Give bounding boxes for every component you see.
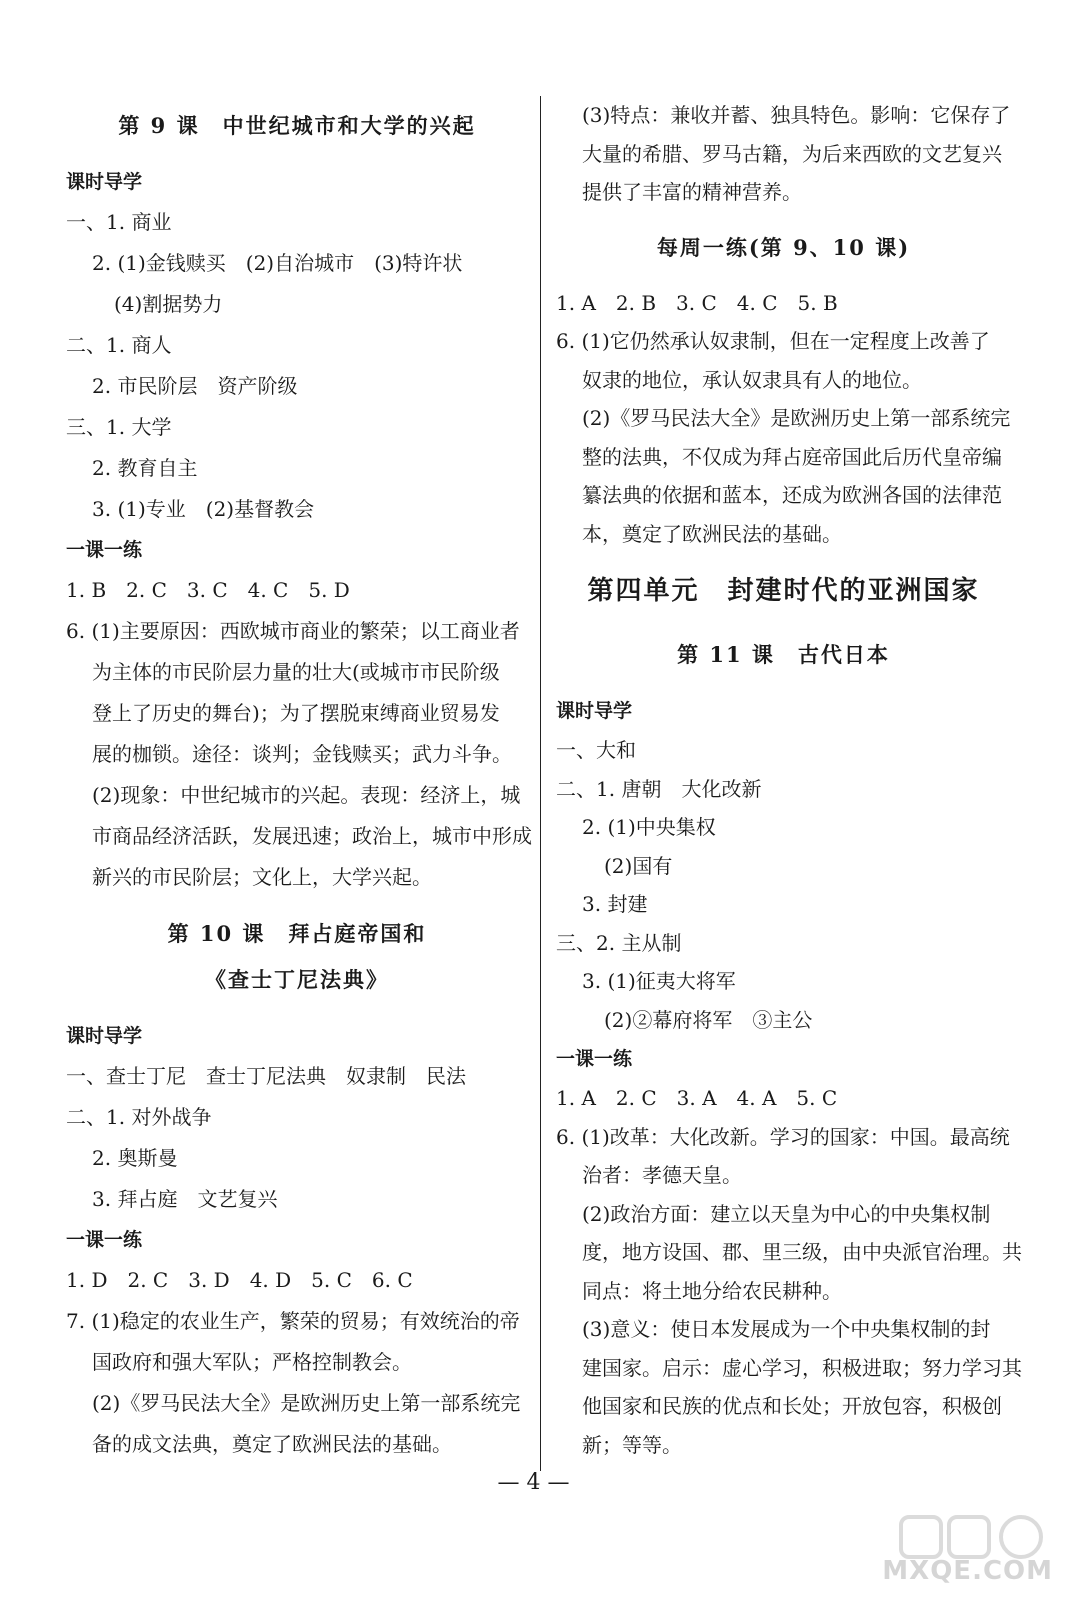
answer-line: 6. (1)它仍然承认奴隶制，但在一定程度上改善了 <box>556 329 990 353</box>
answer-line: (2)《罗马民法大全》是欧洲历史上第一部系统完 <box>582 406 1011 430</box>
answer-line: 1. B 2. C 3. C 4. C 5. D <box>66 578 350 602</box>
answer-line: 一、大和 <box>556 738 636 762</box>
answer-line: 三、1. 大学 <box>66 415 172 439</box>
answer-line: 整的法典，不仅成为拜占庭帝国此后历代皇帝编 <box>582 444 1002 469</box>
lesson-10-guide-heading: 课时导学 <box>66 1025 143 1047</box>
answer-line: 2. 奥斯曼 <box>92 1146 178 1170</box>
answer-line: 度，地方设国、郡、里三级，由中央派官治理。共 <box>582 1240 1022 1264</box>
answer-line: 展的枷锁。途径：谈判；金钱赎买；武力斗争。 <box>92 742 512 766</box>
answer-line: 一、查士丁尼 查士丁尼法典 奴隶制 民法 <box>66 1064 466 1088</box>
weekly-practice-title: 每周一练(第 9、10 课) <box>656 234 911 260</box>
answer-line: (2)国有 <box>604 853 673 878</box>
answer-line: 3. 拜占庭 文艺复兴 <box>92 1187 278 1211</box>
answer-line: 1. D 2. C 3. D 4. D 5. C 6. C <box>66 1268 413 1292</box>
answer-line: 备的成文法典，奠定了欧洲民法的基础。 <box>92 1432 452 1456</box>
answer-line: 大量的希腊、罗马古籍，为后来西欧的文艺复兴 <box>582 141 1002 166</box>
answer-line: 治者：孝德天皇。 <box>582 1163 742 1187</box>
answer-line: 2. 市民阶层 资产阶级 <box>92 374 298 398</box>
answer-line: 本，奠定了欧洲民法的基础。 <box>582 521 842 546</box>
answer-line: 1. A 2. B 3. C 4. C 5. B <box>556 290 838 315</box>
answer-line: 一、1. 商业 <box>66 210 172 234</box>
lesson-9-guide-heading: 课时导学 <box>66 171 143 193</box>
right-column <box>556 96 1022 1464</box>
answer-line: 新兴的市民阶层；文化上，大学兴起。 <box>92 865 432 889</box>
answer-line: 二、1. 对外战争 <box>66 1105 212 1129</box>
answer-line: 三、2. 主从制 <box>556 930 682 955</box>
lesson-11-title: 第 11 课 古代日本 <box>677 642 890 667</box>
answer-line: 3. (1)专业 (2)基督教会 <box>92 497 315 521</box>
answer-line: 二、1. 唐朝 大化改新 <box>556 776 762 801</box>
lesson-10-practice-heading: 一课一练 <box>66 1229 143 1251</box>
answer-line: (2)②幕府将军 ③主公 <box>604 1007 813 1032</box>
answer-line: 2. 教育自主 <box>92 456 198 480</box>
answer-line: 纂法典的依据和蓝本，还成为欧洲各国的法律范 <box>582 483 1002 507</box>
answer-line: 同点：将土地分给农民耕种。 <box>582 1278 842 1303</box>
answer-line: (3)特点：兼收并蓄、独具特色。影响：它保存了 <box>582 103 1011 127</box>
answer-line: (4)割据势力 <box>114 292 223 316</box>
answer-line: 新；等等。 <box>582 1432 682 1457</box>
watermark-text: MXQE.COM <box>882 1556 1053 1586</box>
unit-4-title: 第四单元 封建时代的亚洲国家 <box>587 576 980 606</box>
answer-line: (2)政治方面：建立以天皇为中心的中央集权制 <box>582 1201 991 1226</box>
lesson-10-title-cont: 《查士丁尼法典》 <box>205 967 389 992</box>
lesson-11-guide-heading: 课时导学 <box>556 700 633 722</box>
answer-line: 6. (1)主要原因：西欧城市商业的繁荣；以工商业者 <box>66 619 520 643</box>
answer-line: 为主体的市民阶层力量的壮大(或城市市民阶级 <box>92 660 500 684</box>
lesson-9-title: 第 9 课 中世纪城市和大学的兴起 <box>118 113 476 138</box>
answer-line: 二、1. 商人 <box>66 333 172 357</box>
answer-line: (3)意义：使日本发展成为一个中央集权制的封 <box>582 1317 991 1341</box>
answer-line: 3. (1)征夷大将军 <box>582 969 736 993</box>
answer-line: 登上了历史的舞台)；为了摆脱束缚商业贸易发 <box>92 701 500 725</box>
column-divider <box>540 96 541 1471</box>
answer-line: (2)现象：中世纪城市的兴起。表现：经济上，城 <box>92 783 521 807</box>
left-column <box>66 96 532 1465</box>
lesson-9-practice-heading: 一课一练 <box>66 539 143 561</box>
answer-line: 7. (1)稳定的农业生产，繁荣的贸易；有效统治的帝 <box>66 1309 520 1333</box>
answer-line: (2)《罗马民法大全》是欧洲历史上第一部系统完 <box>92 1391 521 1415</box>
page-number: — 4 — <box>497 1470 570 1495</box>
answer-line: 国政府和强大军队；严格控制教会。 <box>92 1350 412 1374</box>
watermark-icon <box>899 1513 1049 1561</box>
answer-line: 他国家和民族的优点和长处；开放包容，积极创 <box>582 1394 1002 1418</box>
watermark-logo <box>879 1513 1059 1588</box>
answer-line: 2. (1)金钱赎买 (2)自治城市 (3)特许状 <box>92 251 463 275</box>
answer-line: 提供了丰富的精神营养。 <box>582 180 802 204</box>
answer-line: 奴隶的地位，承认奴隶具有人的地位。 <box>582 367 922 392</box>
answer-line: 2. (1)中央集权 <box>582 815 716 839</box>
answer-line: 市商品经济活跃，发展迅速；政治上，城市中形成 <box>92 824 532 848</box>
answer-line: 建国家。启示：虚心学习，积极进取；努力学习其 <box>582 1355 1022 1380</box>
lesson-11-practice-heading: 一课一练 <box>556 1048 633 1070</box>
lesson-10-title: 第 10 课 拜占庭帝国和 <box>167 921 427 946</box>
answer-line: 3. 封建 <box>582 892 648 916</box>
answer-line: 6. (1)改革：大化改新。学习的国家：中国。最高统 <box>556 1124 1010 1149</box>
answer-line: 1. A 2. C 3. A 4. A 5. C <box>556 1086 838 1110</box>
